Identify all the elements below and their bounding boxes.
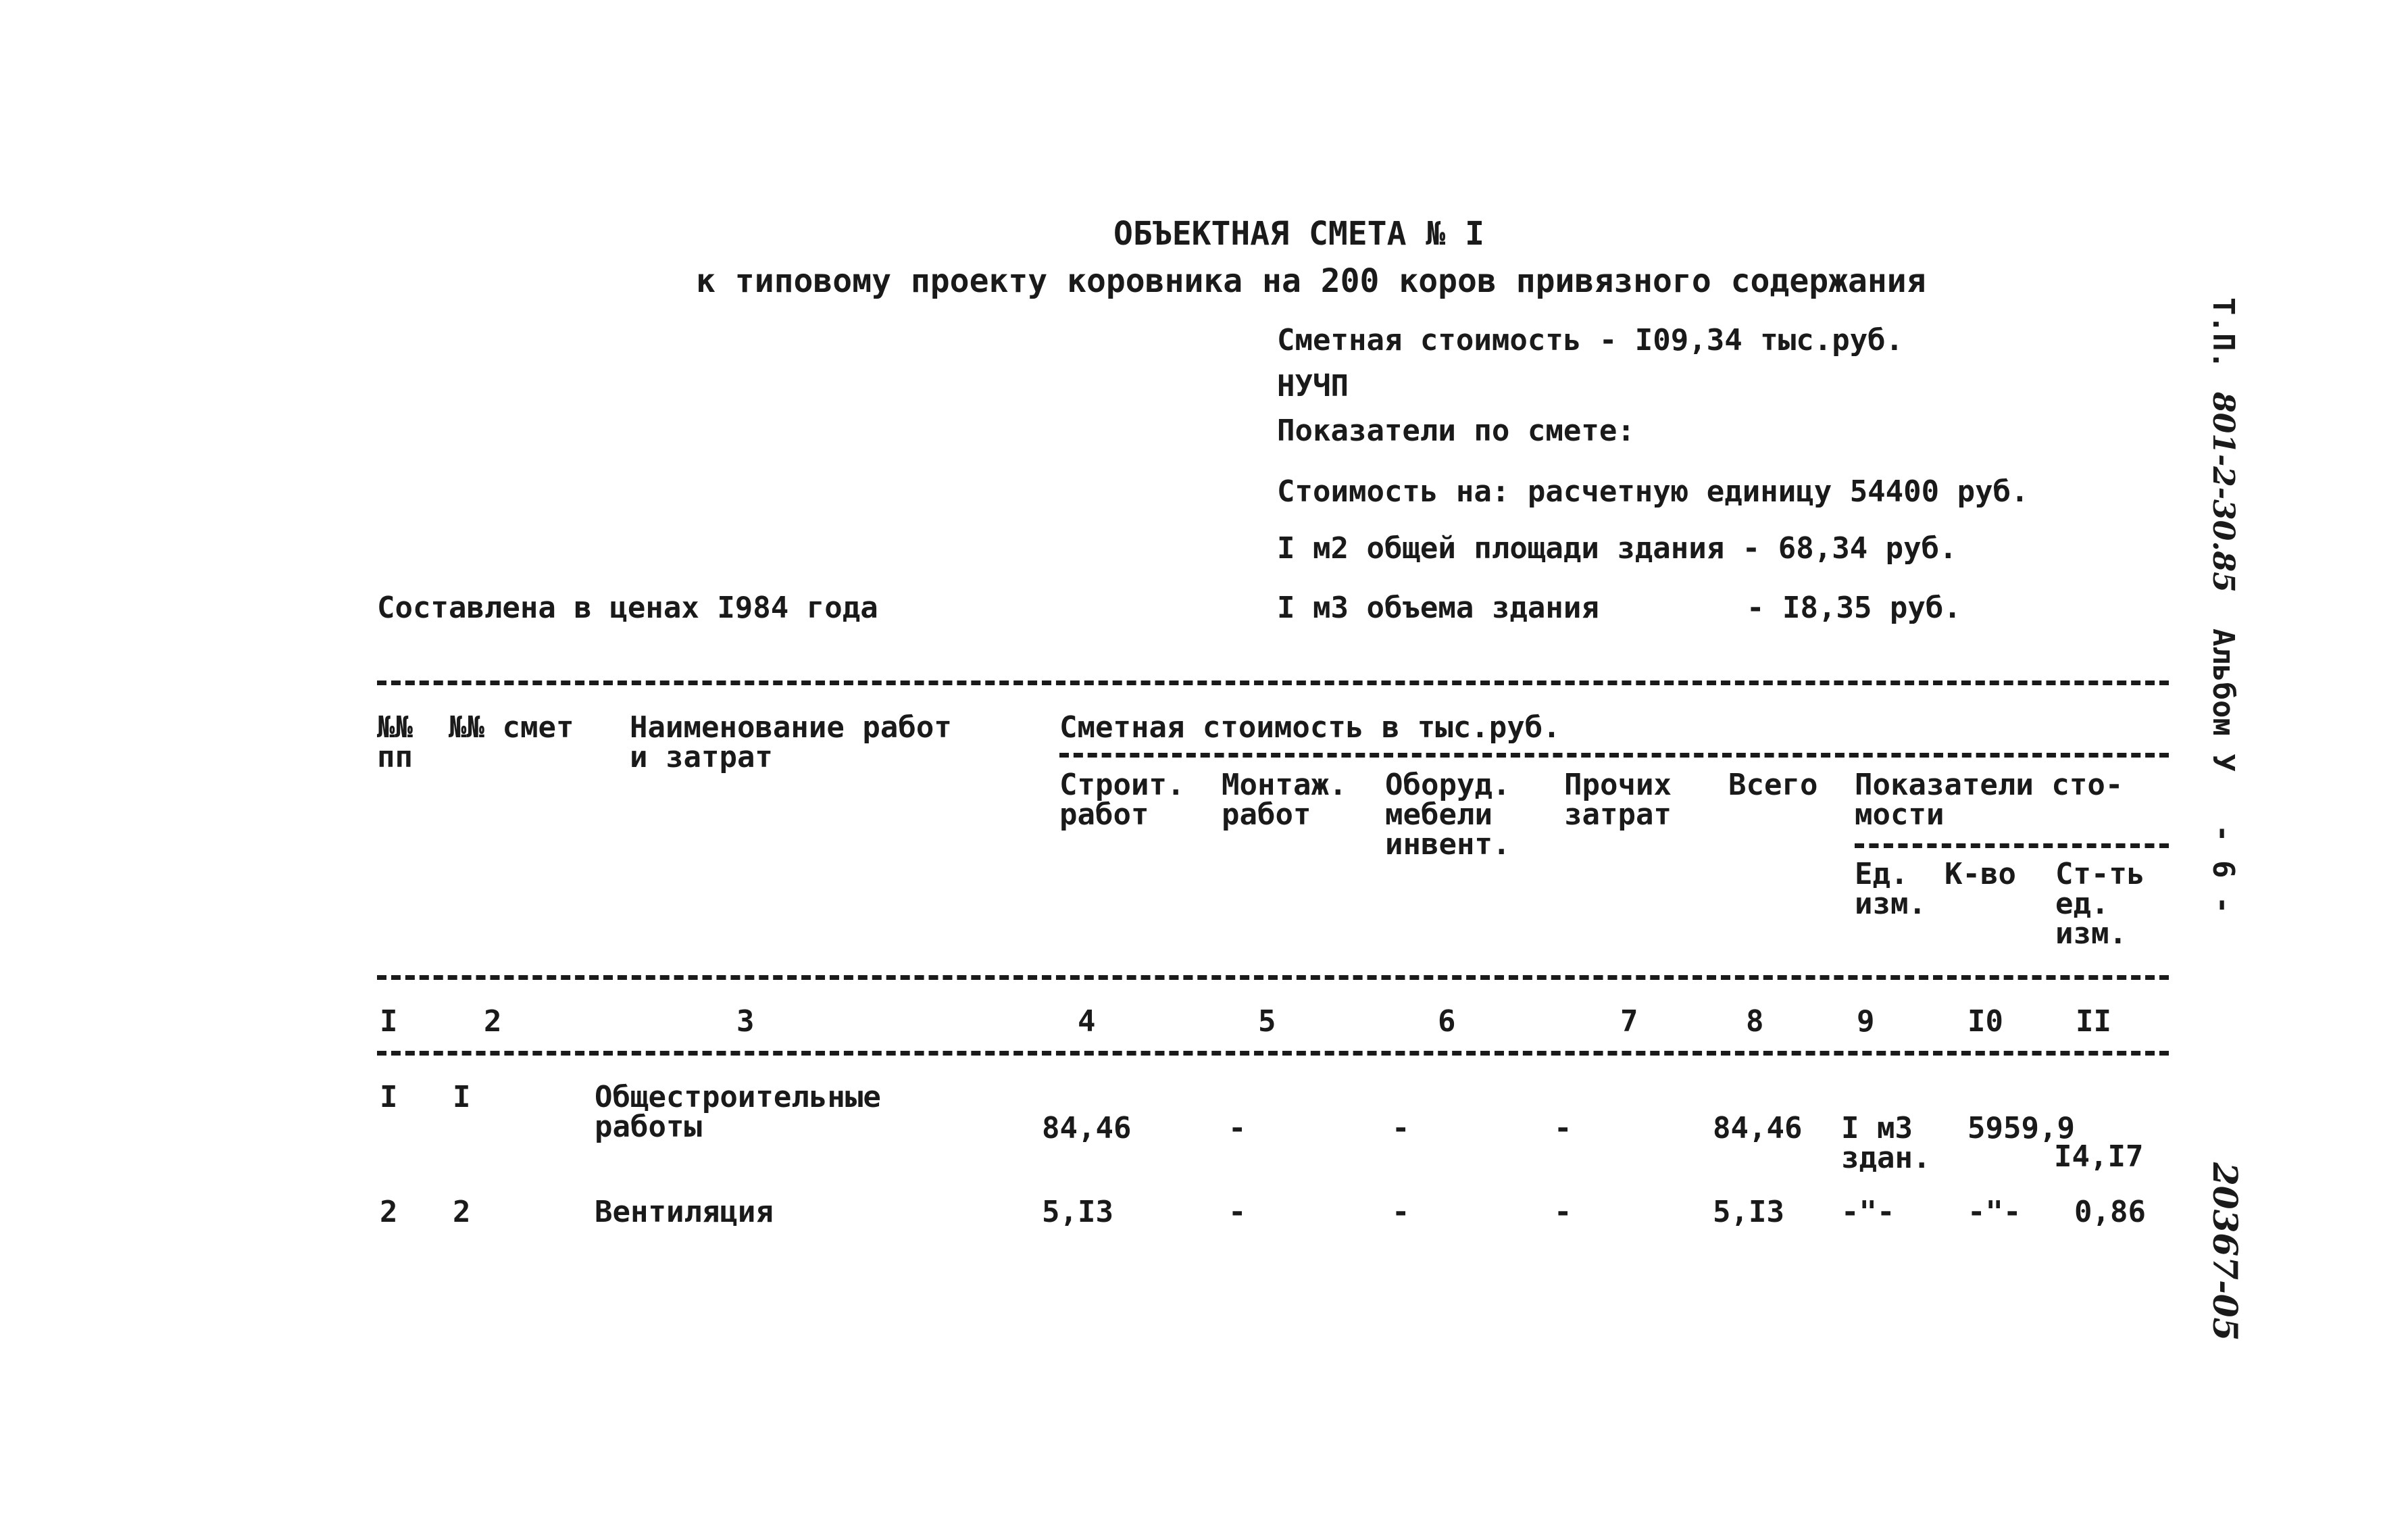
row-2-estimate: 2 <box>453 1195 471 1229</box>
header-cost-group: Сметная стоимость в тыс.руб. <box>1059 710 1561 745</box>
numbers-bottom-rule <box>377 1051 2169 1056</box>
table-top-rule <box>377 681 2169 685</box>
row-1-quantity: 5959,9 <box>1967 1111 2075 1145</box>
row-1-unit: I м3 здан. <box>1841 1111 1931 1175</box>
estimated-cost-line: Сметная стоимость - I09,34 тыс.руб. <box>1277 323 1904 357</box>
cost-per-unit: Стоимость на: расчетную единицу 54400 руб. <box>1277 474 2029 509</box>
header-installation-works: Монтаж. работ <box>1222 768 1347 832</box>
column-number-6: 6 <box>1438 1004 1456 1039</box>
cost-per-m3-label: I м3 объема здания <box>1277 591 1599 625</box>
cost-per-m2: I м2 общей площади здания - 68,34 руб. <box>1277 531 1957 566</box>
header-quantity: К-во <box>1945 857 2016 891</box>
row-2-quantity: -"- <box>1967 1195 2022 1229</box>
header-estimate-number: №№ смет <box>449 710 574 745</box>
column-number-11: II <box>2076 1004 2111 1039</box>
row-2-unit: -"- <box>1841 1195 1895 1229</box>
row-2-construction: 5,I3 <box>1042 1195 1113 1229</box>
column-number-1: I <box>380 1004 398 1039</box>
column-number-5: 5 <box>1258 1004 1276 1039</box>
header-unit-cost: Ст-ть ед. изм. <box>2055 857 2145 951</box>
column-number-2: 2 <box>484 1004 502 1039</box>
indicators-header: Показатели по смете: <box>1277 414 1635 448</box>
header-unit: Ед. изм. <box>1855 857 1926 921</box>
margin-document-number: 20367-05 <box>2205 1162 2245 1341</box>
row-1-equipment: - <box>1392 1111 1410 1145</box>
margin-project-number: 801-2-30.85 <box>2206 392 2240 593</box>
header-indicators-group: Показатели сто- мости <box>1855 768 2124 832</box>
header-construction-works: Строит. работ <box>1059 768 1185 832</box>
margin-page-number: - 6 - <box>2206 824 2240 914</box>
row-2-installation: - <box>1228 1195 1247 1229</box>
prices-note: Составлена в ценах I984 года <box>377 591 878 625</box>
column-number-4: 4 <box>1078 1004 1096 1039</box>
organization-code: НУЧП <box>1277 369 1349 403</box>
column-number-9: 9 <box>1857 1004 1875 1039</box>
column-number-7: 7 <box>1620 1004 1638 1039</box>
margin-tp-label: Т.П. <box>2206 297 2240 369</box>
row-1-name: Общестроительные работы <box>595 1080 881 1144</box>
row-1-unit-cost: I4,I7 <box>2054 1139 2144 1174</box>
document-title: ОБЪЕКТНАЯ СМЕТА № I <box>1113 215 1485 253</box>
column-number-10: I0 <box>1967 1004 2003 1039</box>
header-total: Всего <box>1728 768 1818 802</box>
header-work-name: Наименование работ и затрат <box>630 710 952 774</box>
row-1-total: 84,46 <box>1713 1111 1803 1145</box>
column-number-8: 8 <box>1746 1004 1764 1039</box>
cost-group-rule <box>1059 753 2169 758</box>
margin-album: Альбом У <box>2206 628 2240 772</box>
header-equipment: Оборуд. мебели инвент. <box>1385 768 1511 862</box>
row-2-total: 5,I3 <box>1713 1195 1784 1229</box>
row-1-installation: - <box>1228 1111 1247 1145</box>
header-row-number: №№ пп <box>377 710 413 774</box>
row-1-number: I <box>380 1080 398 1114</box>
indicators-group-rule <box>1855 843 2169 848</box>
row-2-unit-cost: 0,86 <box>2074 1195 2146 1229</box>
cost-per-m3-value: - I8,35 руб. <box>1747 591 1961 625</box>
row-2-number: 2 <box>380 1195 398 1229</box>
header-other-costs: Прочих затрат <box>1564 768 1672 832</box>
row-2-name: Вентиляция <box>595 1195 774 1229</box>
row-2-equipment: - <box>1392 1195 1410 1229</box>
column-number-3: 3 <box>736 1004 755 1039</box>
row-1-construction: 84,46 <box>1042 1111 1132 1145</box>
row-2-other: - <box>1554 1195 1572 1229</box>
row-1-estimate: I <box>453 1080 471 1114</box>
header-bottom-rule <box>377 975 2169 980</box>
row-1-other: - <box>1554 1111 1572 1145</box>
document-subtitle: к типовому проекту коровника на 200 коров привязного содержания <box>696 262 1926 300</box>
